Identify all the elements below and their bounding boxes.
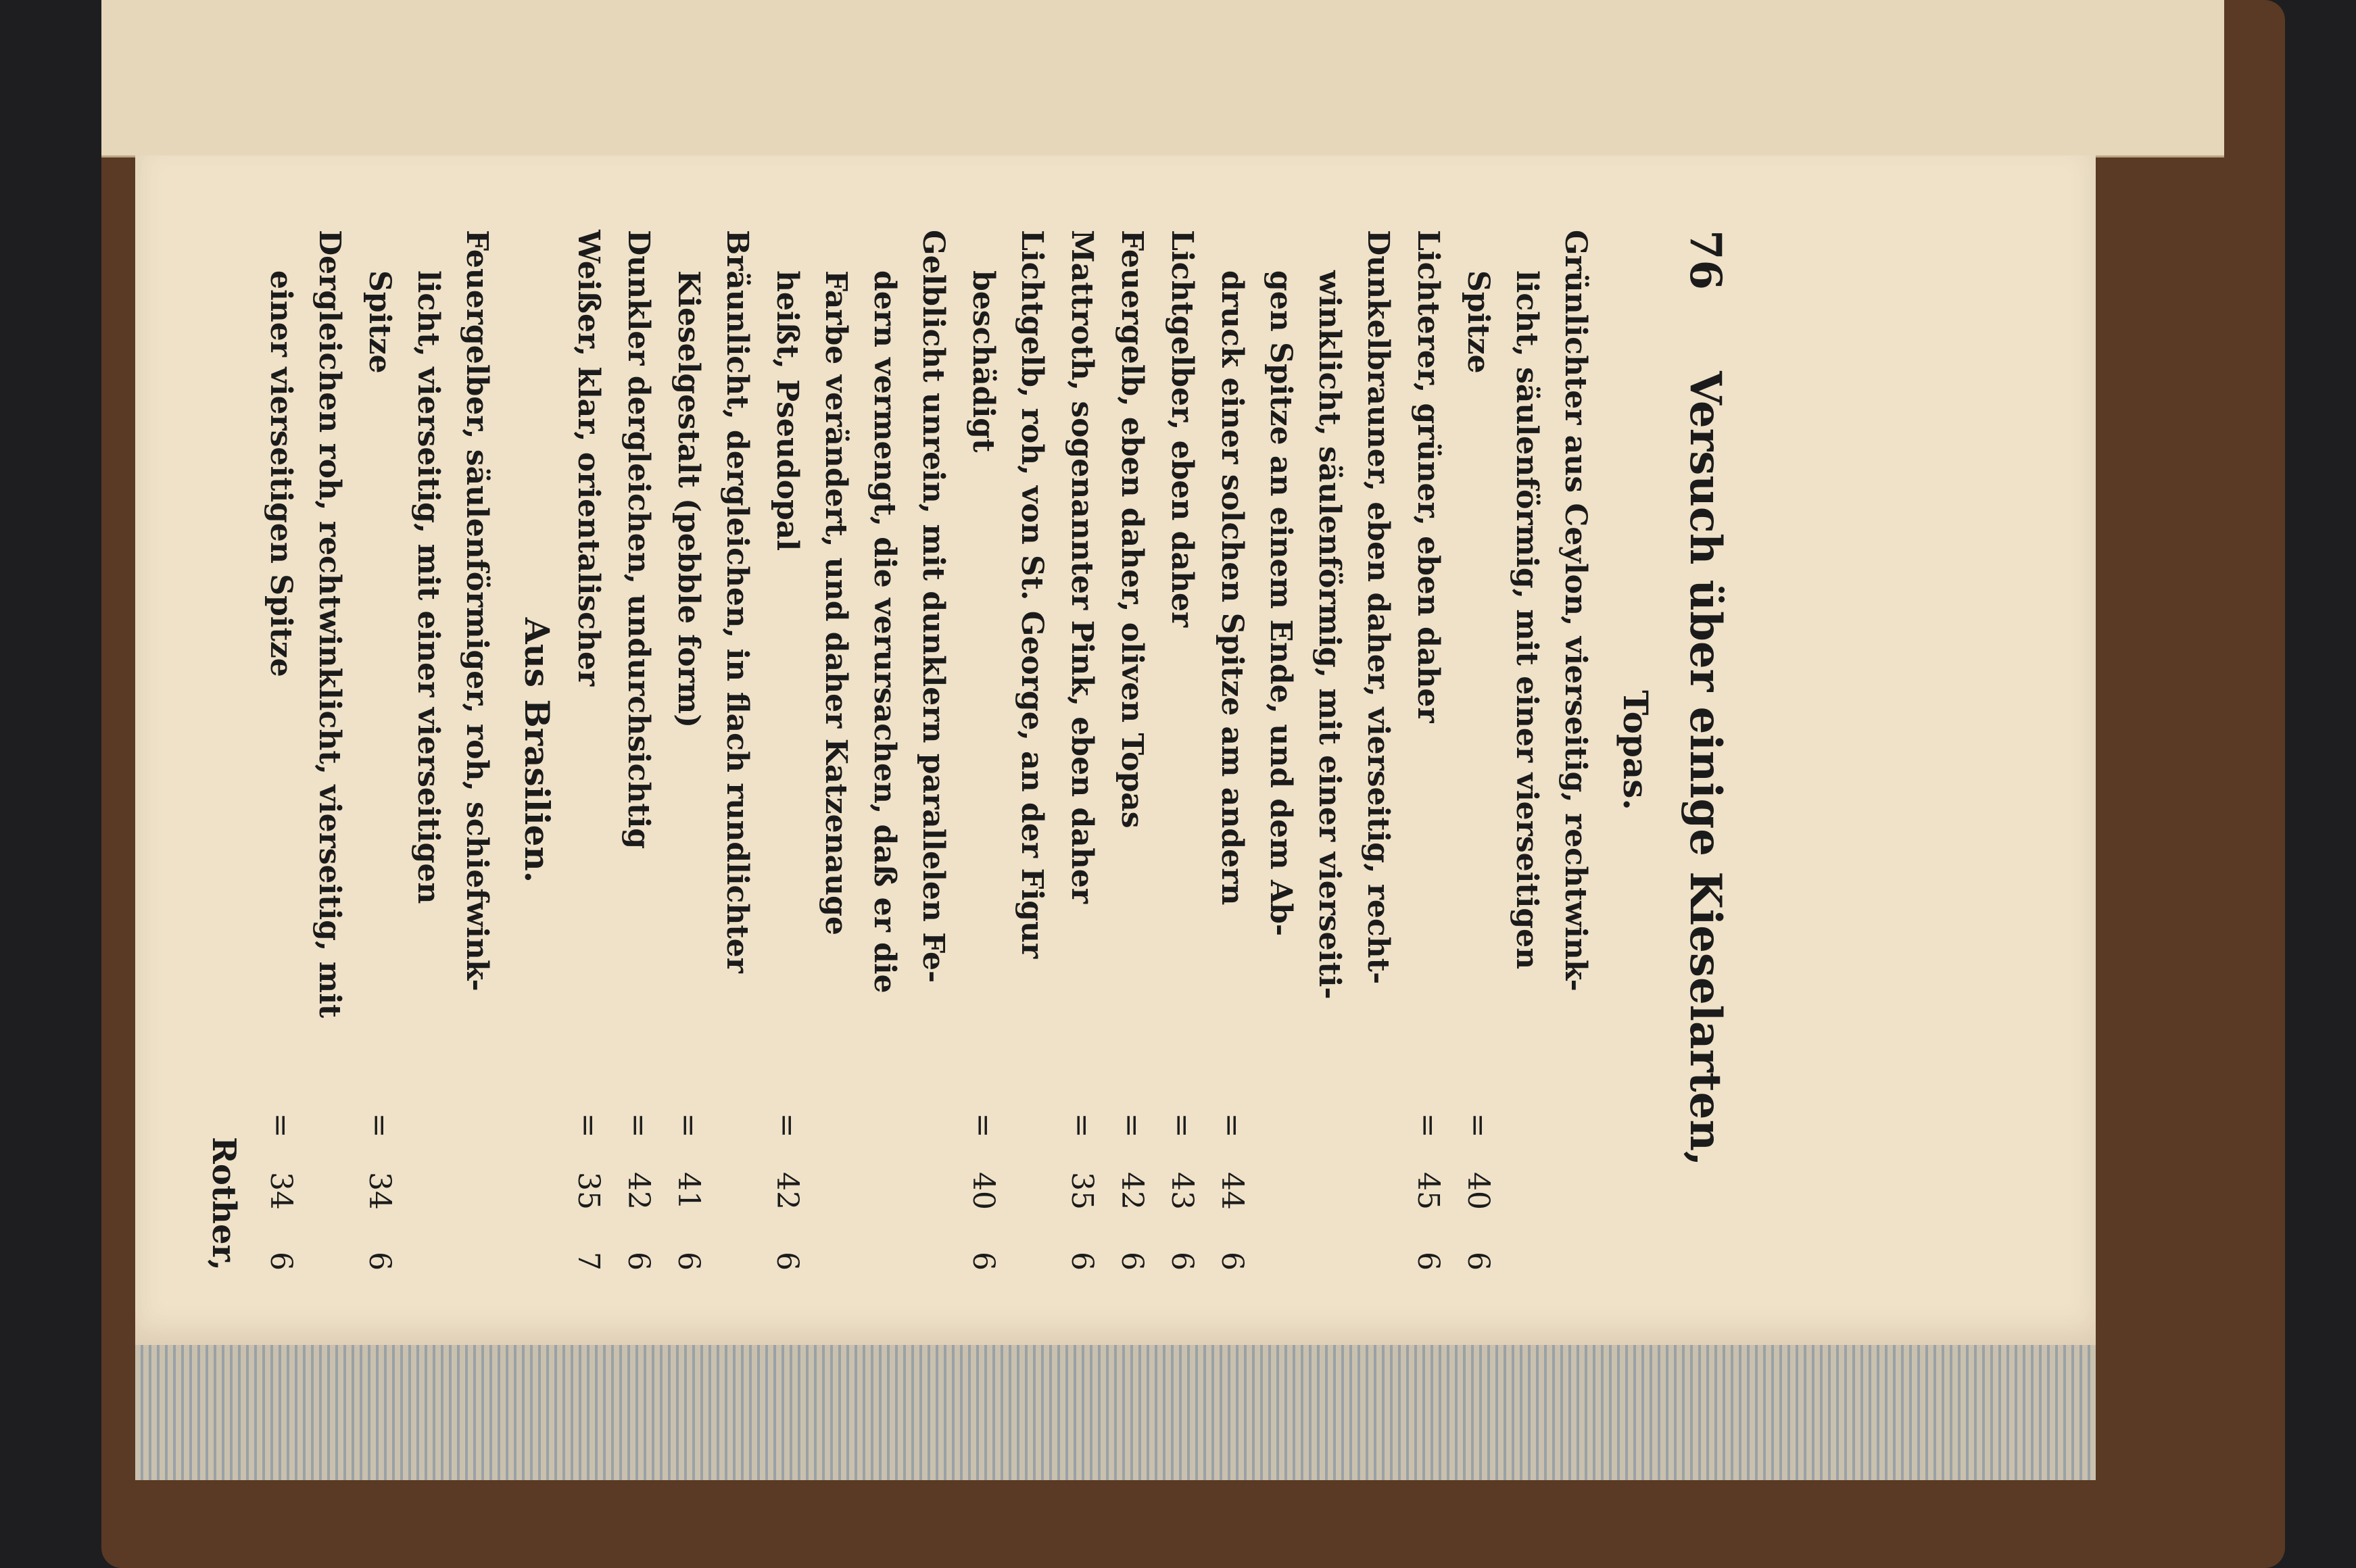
entry-ditto-mark: = — [770, 1112, 804, 1138]
entry-description — [614, 230, 663, 1102]
entry-value-a: 41 — [671, 1172, 706, 1210]
section-title: Aus Brasilien. — [517, 617, 557, 883]
entry-line: Feuergelber, säulenförmiger, roh, schiefwink- — [460, 230, 494, 991]
entry-value-b: 6 — [621, 1252, 656, 1271]
entry-line: Feuergelb, eben daher, oliven Topas — [1115, 230, 1149, 829]
entry-row — [664, 230, 761, 1271]
catchword: Rother, — [205, 1136, 243, 1271]
entry-description — [959, 230, 1056, 1102]
section-title: Topas. — [1616, 690, 1656, 810]
entry-value-a: 35 — [571, 1172, 606, 1210]
entry-row — [1157, 230, 1206, 1271]
entry-description — [664, 230, 761, 1102]
entry-value-a: 42 — [770, 1172, 804, 1210]
entry-ditto-mark: = — [1115, 1112, 1149, 1138]
page-text-block — [205, 230, 1731, 1271]
entry-description — [256, 230, 354, 1102]
entry-ditto-mark: = — [1065, 1112, 1099, 1138]
entry-value-a: 45 — [1411, 1172, 1445, 1210]
entry-row — [355, 230, 501, 1271]
entry-row — [1107, 230, 1156, 1271]
entry-line: Lichterer, grüner, eben daher — [1411, 230, 1445, 723]
entry-ditto-mark: = — [1411, 1112, 1445, 1138]
entry-value-b: 6 — [770, 1252, 804, 1271]
entry-description — [1057, 230, 1106, 1102]
entry-row — [1453, 230, 1600, 1271]
sections — [256, 230, 1656, 1271]
entry-value-b: 6 — [362, 1252, 397, 1271]
entry-line: licht, vierseitig, mit einer vierseitigen — [411, 270, 446, 904]
entry-value-a: 40 — [966, 1172, 1001, 1210]
entry-line: einer vierseitigen Spitze — [264, 270, 298, 677]
entry-value-b: 7 — [571, 1252, 606, 1271]
entry-ditto-mark: = — [1165, 1112, 1199, 1138]
entry-ditto-mark: = — [621, 1112, 656, 1138]
entry-row — [763, 230, 957, 1271]
entry-line: Bräunlicht, dergleichen, in flach rundlichter — [720, 230, 754, 973]
entry-line: gen Spitze an einem Ende, und dem Ab- — [1264, 270, 1298, 937]
entry-value-b: 6 — [1115, 1252, 1149, 1271]
entry-description — [1207, 230, 1402, 1102]
entry-value-b: 6 — [1461, 1252, 1495, 1271]
next-page-edge — [101, 0, 2224, 157]
entry-description — [1403, 230, 1452, 1102]
entry-ditto-mark: = — [1461, 1112, 1495, 1138]
entry-line: Gelblicht unrein, mit dunklern parallelen Fe- — [916, 230, 951, 983]
entry-description — [1107, 230, 1156, 1102]
entry-row — [614, 230, 663, 1271]
entry-line: druck einer solchen Spitze am andern — [1215, 270, 1249, 906]
entry-ditto-mark: = — [966, 1112, 1001, 1138]
entry-description — [564, 230, 612, 1102]
entry-line: Grünlichter aus Ceylon, vierseitig, rechtwink- — [1558, 230, 1593, 991]
entry-description — [355, 230, 501, 1102]
entry-line: Dergleichen roh, rechtwinklicht, vierseitig, mit — [312, 230, 347, 1019]
entry-line: Lichtgelber, eben daher — [1165, 230, 1199, 628]
entry-value-b: 6 — [264, 1252, 298, 1271]
entry-ditto-mark: = — [362, 1112, 397, 1138]
entry-description — [1453, 230, 1600, 1102]
entry-row — [959, 230, 1056, 1271]
entry-description — [1157, 230, 1206, 1102]
entry-line: Lichtgelb, roh, von St. George, an der Figur — [1015, 230, 1049, 959]
entry-ditto-mark: = — [671, 1112, 706, 1138]
entry-line: winklicht, säulenförmig, mit einer vierseiti- — [1312, 270, 1347, 1000]
entry-line: Dunkler dergleichen, undurchsichtig — [621, 230, 656, 850]
entry-value-a: 34 — [362, 1172, 397, 1210]
entry-ditto-mark: = — [1215, 1112, 1249, 1138]
running-head: Versuch über einige Kieselarten, — [1680, 371, 1731, 1167]
entry-ditto-mark: = — [264, 1112, 298, 1138]
page-edge — [135, 1338, 2096, 1480]
entry-value-a: 34 — [264, 1172, 298, 1210]
entry-value-b: 6 — [1065, 1252, 1099, 1271]
entry-row — [256, 230, 354, 1271]
entry-line: beschädigt — [966, 270, 1001, 453]
entry-value-a: 44 — [1215, 1172, 1249, 1210]
entry-line: Mattroth, sogenannter Pink, eben daher — [1065, 230, 1099, 904]
entry-row — [1057, 230, 1106, 1271]
entry-line: Farbe verändert, und daher Katzenauge — [819, 270, 853, 935]
entry-line: Spitze — [362, 270, 397, 374]
entry-line: dern vermengt, die verursachen, daß er die — [867, 270, 902, 994]
entry-line: Weißer, klar, orientalischer — [571, 230, 606, 687]
entry-row — [1403, 230, 1452, 1271]
page-header — [1680, 230, 1731, 1271]
page-number: 76 — [1680, 230, 1731, 291]
entry-value-a: 40 — [1461, 1172, 1495, 1210]
entry-line: heißt, Pseudopal — [770, 270, 804, 552]
entry-line: licht, säulenförmig, mit einer vierseitigen — [1510, 270, 1544, 970]
entry-value-b: 6 — [1165, 1252, 1199, 1271]
entry-value-a: 42 — [1115, 1172, 1149, 1210]
entry-line: Spitze — [1461, 270, 1495, 374]
entry-description — [763, 230, 957, 1102]
entry-line: Kieselgestalt (pebble form) — [671, 270, 706, 729]
entry-value-b: 6 — [966, 1252, 1001, 1271]
entry-row — [564, 230, 612, 1271]
entry-value-a: 42 — [621, 1172, 656, 1210]
entry-value-a: 35 — [1065, 1172, 1099, 1210]
entry-value-a: 43 — [1165, 1172, 1199, 1210]
entry-ditto-mark: = — [571, 1112, 606, 1138]
entry-value-b: 6 — [1215, 1252, 1249, 1271]
entry-row — [1207, 230, 1402, 1271]
entry-value-b: 6 — [1411, 1252, 1445, 1271]
entry-line: Dunkelbrauner, eben daher, vierseitig, recht- — [1361, 230, 1395, 985]
entry-value-b: 6 — [671, 1252, 706, 1271]
